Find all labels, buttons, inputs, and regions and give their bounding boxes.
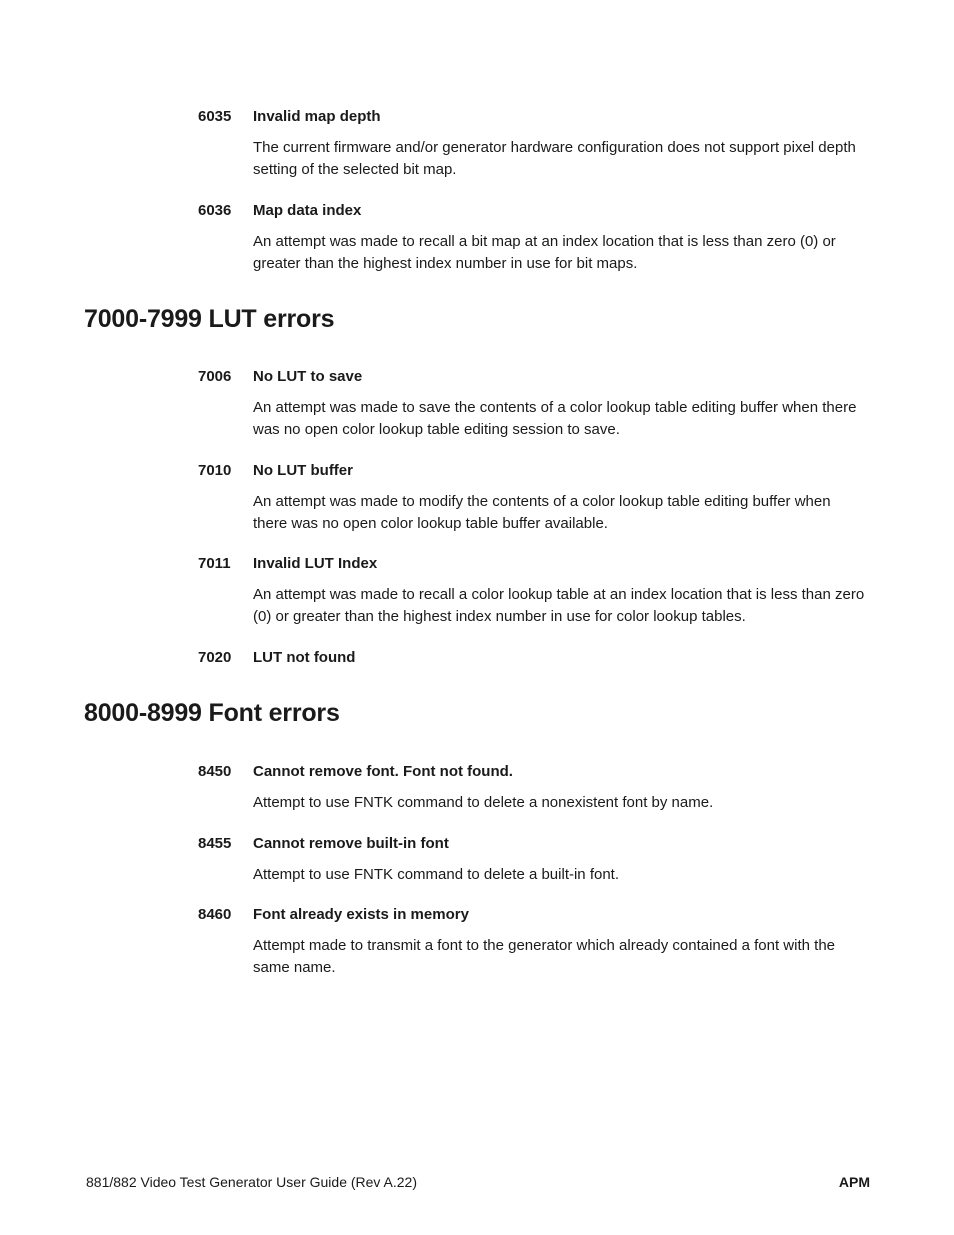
error-title: Invalid LUT Index	[253, 555, 378, 572]
error-description: An attempt was made to save the contents of a color lookup table editing buffer when there was no open color lookup table editing session to save.	[253, 399, 857, 438]
error-description: Attempt made to transmit a font to the generator which already contained a font with the same name.	[253, 937, 835, 976]
error-entry-8455	[198, 834, 878, 886]
entry-header	[198, 905, 878, 925]
error-title: No LUT buffer	[253, 462, 353, 479]
entry-header	[198, 834, 878, 854]
entry-header	[198, 201, 878, 221]
error-description: An attempt was made to recall a bit map at an index location that is less than zero (0) or greater than the highest index number in use for bit maps.	[253, 233, 836, 272]
error-code: 7006	[198, 368, 232, 385]
error-entry-8450	[198, 762, 878, 814]
error-entry-7011	[198, 554, 878, 628]
error-description: Attempt to use FNTK command to delete a built-in font.	[253, 866, 620, 883]
error-entry-6036	[198, 201, 878, 275]
entry-header	[198, 554, 878, 574]
error-code: 8455	[198, 835, 232, 852]
entry-header	[198, 461, 878, 481]
error-code: 6035	[198, 108, 232, 125]
error-code: 8450	[198, 763, 232, 780]
footer-document-title: 881/882 Video Test Generator User Guide (Rev A.22)	[86, 1174, 418, 1190]
error-code: 7011	[198, 555, 231, 572]
error-entry-7006	[198, 367, 878, 441]
error-description: An attempt was made to recall a color lookup table at an index location that is less than zero (0) or greater than the highest index number in use for color lookup tables.	[253, 586, 865, 625]
error-title: Cannot remove font. Font not found.	[253, 763, 513, 780]
error-code: 7020	[198, 649, 232, 666]
error-code: 8460	[198, 906, 232, 923]
error-code: 7010	[198, 462, 232, 479]
error-code: 6036	[198, 202, 232, 219]
entry-header	[198, 762, 878, 782]
error-entry-6035	[198, 107, 878, 181]
error-title: No LUT to save	[253, 368, 363, 385]
error-entry-7010	[198, 461, 878, 535]
error-description: An attempt was made to modify the contents of a color lookup table editing buffer when there was no open color lookup table buffer available.	[253, 493, 831, 532]
entry-header	[198, 367, 878, 387]
error-entry-8460	[198, 905, 878, 979]
entry-header	[198, 107, 878, 127]
error-description: The current firmware and/or generator hardware configuration does not support pixel depth setting of the selected bit map.	[253, 139, 856, 178]
section-heading-lut-errors: 7000-7999 LUT errors	[84, 305, 335, 333]
footer-section-label: APM	[838, 1174, 870, 1190]
section-heading-font-errors: 8000-8999 Font errors	[84, 699, 340, 727]
error-description: Attempt to use FNTK command to delete a nonexistent font by name.	[253, 794, 714, 811]
entry-header	[198, 648, 878, 668]
error-entry-7020	[198, 648, 878, 668]
error-title: Map data index	[253, 202, 362, 219]
error-title: Invalid map depth	[253, 108, 381, 125]
error-title: Font already exists in memory	[253, 906, 469, 923]
error-title: LUT not found	[253, 649, 356, 666]
error-title: Cannot remove built-in font	[253, 835, 449, 852]
